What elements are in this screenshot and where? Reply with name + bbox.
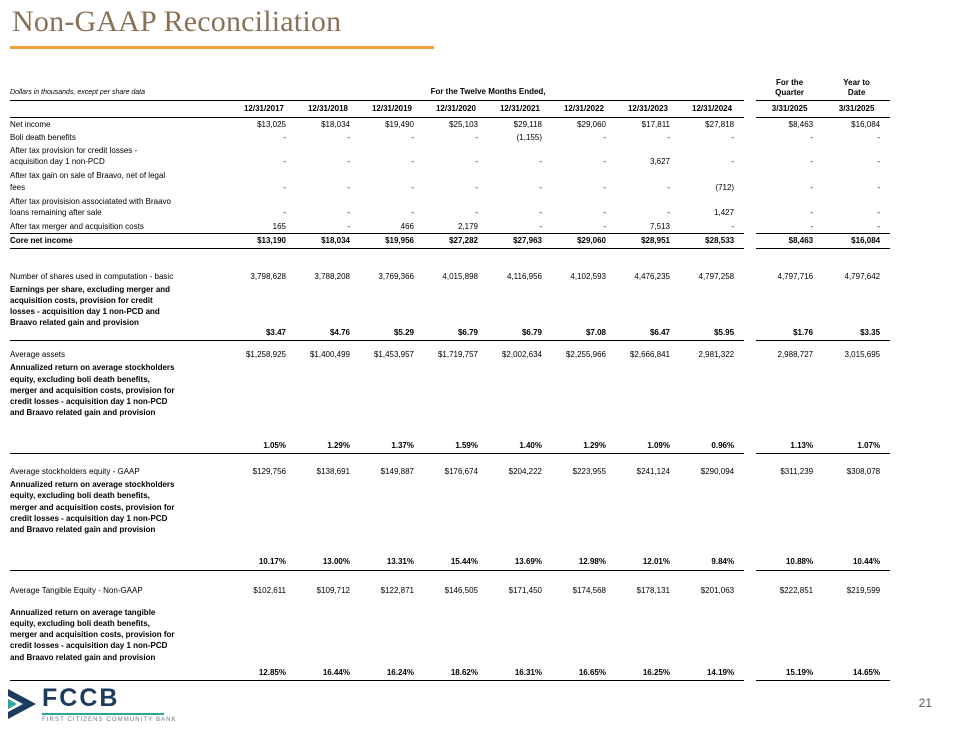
value-cell: $16,084 — [823, 234, 890, 248]
table-row — [10, 453, 890, 478]
column-gap — [744, 283, 756, 341]
value-cell: $1,258,925 — [245, 350, 286, 360]
column-gap — [744, 169, 756, 194]
value-cell: $28,533 — [680, 234, 744, 248]
logo-rule — [42, 713, 164, 715]
quarter-header-line1: For the — [776, 77, 804, 87]
value-cell: - — [488, 220, 552, 234]
column-header: 12/31/2024 — [680, 100, 744, 117]
value-cell: $129,756 — [252, 466, 286, 476]
value-cell: $17,811 — [641, 119, 670, 129]
value-cell: - — [667, 132, 670, 142]
value-cell: $13,025 — [257, 119, 286, 129]
row-label: Earnings per share, excluding merger and acquisition costs, provision for credit losses - acquisition day 1 non-PCD and Braavo related gain and provision — [10, 283, 232, 341]
column-gap — [744, 195, 756, 220]
value-cell: - — [667, 208, 670, 217]
logo-acronym: FCCB — [42, 684, 120, 712]
value-cell: $2,002,634 — [501, 350, 542, 360]
value-cell: 16.65% — [552, 597, 616, 681]
value-cell: - — [283, 208, 286, 217]
value-cell: $178,131 — [636, 585, 670, 595]
row-label: Average stockholders equity - GAAP — [10, 466, 140, 476]
value-cell: 1.09% — [616, 361, 680, 453]
value-cell: $174,568 — [572, 585, 606, 595]
column-header: 3/31/2025 — [756, 100, 823, 117]
column-gap — [744, 117, 756, 131]
value-cell: - — [756, 220, 823, 234]
value-cell: $1,400,499 — [309, 350, 350, 360]
value-cell: 4,102,593 — [570, 271, 606, 281]
value-cell: $29,060 — [552, 234, 616, 248]
value-cell: 2,988,727 — [777, 350, 814, 360]
value-cell: - — [731, 132, 735, 142]
value-cell: $19,956 — [360, 234, 424, 248]
value-cell: 12.98% — [552, 478, 616, 570]
value-cell: - — [877, 208, 881, 217]
table-row — [10, 478, 890, 570]
value-cell: $204,222 — [508, 466, 542, 476]
fccb-logo — [8, 686, 177, 723]
value-cell: 2,179 — [424, 220, 488, 234]
table-row — [10, 283, 890, 341]
value-cell: - — [810, 157, 814, 167]
units-note: Dollars in thousands, except per share data — [10, 68, 232, 100]
value-cell: 16.44% — [296, 597, 360, 681]
column-gap — [744, 341, 756, 362]
value-cell: $19,490 — [385, 119, 414, 129]
value-cell: - — [347, 182, 350, 192]
column-gap — [744, 234, 756, 248]
value-cell: $27,282 — [424, 234, 488, 248]
table-row — [10, 144, 890, 169]
value-cell: - — [877, 132, 881, 142]
value-cell: $6.79 — [488, 283, 552, 341]
table-row — [10, 169, 890, 194]
value-cell: - — [539, 157, 542, 167]
value-cell: $29,060 — [577, 119, 606, 129]
header-date-row — [10, 100, 890, 117]
column-header: 12/31/2023 — [616, 100, 680, 117]
value-cell: $176,674 — [444, 466, 478, 476]
value-cell: - — [475, 132, 478, 142]
row-label: Boli death benefits — [10, 132, 76, 142]
value-cell: 16.31% — [488, 597, 552, 681]
value-cell: 1.37% — [360, 361, 424, 453]
column-header: 12/31/2020 — [424, 100, 488, 117]
column-gap — [744, 478, 756, 570]
column-gap — [744, 453, 756, 478]
value-cell: $4.76 — [296, 283, 360, 341]
ytd-header-line1: Year to — [843, 77, 870, 87]
value-cell: $311,239 — [780, 466, 814, 476]
column-header: 3/31/2025 — [823, 100, 890, 117]
value-cell: - — [411, 132, 414, 142]
reconciliation-table — [10, 68, 890, 681]
value-cell: 0.96% — [680, 361, 744, 453]
value-cell: - — [539, 182, 542, 192]
table-row — [10, 248, 890, 283]
table-body — [10, 117, 890, 681]
column-gap — [744, 361, 756, 453]
value-cell: - — [347, 157, 350, 167]
value-cell: - — [680, 220, 744, 234]
value-cell: 1.13% — [756, 361, 823, 453]
value-cell: 165 — [232, 220, 296, 234]
value-cell: - — [603, 157, 606, 167]
value-cell: (712) — [715, 182, 735, 192]
value-cell: - — [603, 182, 606, 192]
value-cell: $5.29 — [360, 283, 424, 341]
table-row — [10, 341, 890, 362]
value-cell: - — [877, 182, 881, 192]
value-cell: - — [283, 132, 286, 142]
column-gap — [744, 144, 756, 169]
column-header: 12/31/2021 — [488, 100, 552, 117]
value-cell: $3.35 — [823, 283, 890, 341]
value-cell: - — [411, 182, 414, 192]
value-cell: 1.59% — [424, 361, 488, 453]
column-header: 12/31/2018 — [296, 100, 360, 117]
value-cell: $29,118 — [513, 119, 542, 129]
value-cell: $18,034 — [321, 119, 350, 129]
table-row — [10, 131, 890, 144]
value-cell: $27,963 — [488, 234, 552, 248]
row-label: Annualized return on average tangible equity, excluding boli death benefits, merger and acquisition costs, provision for credit losses - acquisition day 1 non-PCD and Braavo related gain and provision — [10, 597, 232, 681]
value-cell: 15.44% — [424, 478, 488, 570]
value-cell: $201,063 — [700, 585, 735, 595]
value-cell: 13.69% — [488, 478, 552, 570]
value-cell: 12.85% — [232, 597, 296, 681]
value-cell: $223,955 — [572, 466, 606, 476]
value-cell: - — [603, 132, 606, 142]
value-cell: 1,427 — [714, 208, 735, 217]
value-cell: 10.17% — [232, 478, 296, 570]
row-label: Number of shares used in computation - basic — [10, 271, 174, 281]
row-label: Annualized return on average stockholders equity, excluding boli death benefits, merger and acquisition costs, provision for credit losses - acquisition day 1 non-PCD and Braavo related gain and provision — [10, 361, 232, 453]
value-cell: - — [283, 157, 286, 167]
value-cell: $122,871 — [380, 585, 414, 595]
value-cell: 1.29% — [296, 361, 360, 453]
value-cell: 4,797,258 — [698, 271, 735, 281]
value-cell: - — [347, 132, 350, 142]
column-gap — [744, 570, 756, 597]
value-cell: - — [411, 157, 414, 167]
row-label: After tax gain on sale of Braavo, net of legal fees — [10, 171, 166, 192]
value-cell: 1.29% — [552, 361, 616, 453]
logo-name: FIRST CITIZENS COMMUNITY BANK — [42, 717, 177, 723]
value-cell: $3.47 — [232, 283, 296, 341]
value-cell: 9.84% — [680, 478, 744, 570]
quarter-header — [756, 68, 823, 100]
value-cell: $290,094 — [700, 466, 735, 476]
value-cell: - — [603, 208, 606, 217]
logo-text — [42, 686, 177, 723]
column-header: 12/31/2017 — [232, 100, 296, 117]
value-cell: 3,798,628 — [250, 271, 286, 281]
value-cell: - — [667, 182, 670, 192]
value-cell: - — [475, 208, 478, 217]
column-gap — [744, 248, 756, 283]
value-cell: - — [539, 208, 542, 217]
value-cell: 2,981,322 — [698, 350, 735, 360]
value-cell: $102,611 — [253, 585, 286, 595]
column-header: 12/31/2019 — [360, 100, 424, 117]
row-label: Annualized return on average stockholders equity, excluding boli death benefits, merger and acquisition costs, provision for credit losses - acquisition day 1 non-PCD and Braavo related gain and provision — [10, 478, 232, 570]
value-cell: $28,951 — [616, 234, 680, 248]
value-cell: 3,769,366 — [378, 271, 414, 281]
table-row — [10, 195, 890, 220]
value-cell: 4,015,898 — [442, 271, 478, 281]
value-cell: $308,078 — [846, 466, 881, 476]
row-label: After tax merger and acquisition costs — [10, 220, 232, 234]
value-cell: - — [877, 157, 881, 167]
value-cell: - — [810, 132, 814, 142]
row-label: Net income — [10, 119, 51, 129]
row-label: Average Tangible Equity - Non-GAAP — [10, 585, 143, 595]
value-cell: 15.19% — [756, 597, 823, 681]
value-cell: $6.47 — [616, 283, 680, 341]
value-cell: 4,116,956 — [507, 271, 542, 281]
value-cell: 10.88% — [756, 478, 823, 570]
value-cell: 16.25% — [616, 597, 680, 681]
value-cell: $1,453,957 — [373, 350, 414, 360]
value-cell: (1,155) — [516, 132, 542, 142]
value-cell: 4,797,716 — [777, 271, 814, 281]
column-gap — [744, 597, 756, 681]
value-cell: - — [283, 182, 286, 192]
table-row — [10, 361, 890, 453]
table-row — [10, 597, 890, 681]
value-cell: $25,103 — [449, 119, 478, 129]
title-accent-rule — [10, 46, 434, 49]
twelve-months-header: For the Twelve Months Ended, — [232, 68, 744, 100]
column-header: 12/31/2022 — [552, 100, 616, 117]
value-cell: - — [823, 220, 890, 234]
value-cell: $27,818 — [705, 119, 735, 129]
column-gap — [744, 68, 756, 100]
value-cell: 466 — [360, 220, 424, 234]
value-cell: - — [347, 208, 350, 217]
value-cell: - — [411, 208, 414, 217]
value-cell: 16.24% — [360, 597, 424, 681]
value-cell: $8,463 — [788, 119, 814, 129]
value-cell: $222,851 — [779, 585, 814, 595]
column-gap — [744, 220, 756, 234]
table-row — [10, 570, 890, 597]
value-cell: 3,015,695 — [844, 350, 881, 360]
value-cell: $146,505 — [444, 585, 478, 595]
value-cell: 7,513 — [616, 220, 680, 234]
quarter-header-line2: Quarter — [775, 87, 805, 97]
page-number: 21 — [918, 696, 932, 710]
value-cell: 1.40% — [488, 361, 552, 453]
row-label: After tax provisision associatated with Braavo loans remaining after sale — [10, 196, 171, 217]
table-row — [10, 234, 890, 248]
value-cell: - — [552, 220, 616, 234]
column-gap — [744, 131, 756, 144]
value-cell: $109,712 — [316, 585, 350, 595]
value-cell: 4,476,235 — [634, 271, 670, 281]
value-cell: 3,627 — [649, 157, 670, 167]
value-cell: $1,719,757 — [437, 350, 478, 360]
value-cell: 18.62% — [424, 597, 488, 681]
value-cell: 1.07% — [823, 361, 890, 453]
value-cell: 13.00% — [296, 478, 360, 570]
row-label: Average assets — [10, 350, 65, 360]
header-group-row — [10, 68, 890, 100]
value-cell: - — [475, 157, 478, 167]
value-cell: $1.76 — [756, 283, 823, 341]
value-cell: 14.19% — [680, 597, 744, 681]
value-cell: - — [296, 220, 360, 234]
value-cell: $16,084 — [851, 119, 881, 129]
value-cell: 12.01% — [616, 478, 680, 570]
value-cell: $241,124 — [636, 466, 670, 476]
value-cell: $8,463 — [756, 234, 823, 248]
value-cell: - — [731, 157, 735, 167]
table-row — [10, 220, 890, 234]
ytd-header — [823, 68, 890, 100]
value-cell: 3,788,208 — [314, 271, 350, 281]
row-label: Core net income — [10, 234, 232, 248]
value-cell: 10.44% — [823, 478, 890, 570]
value-cell: $219,599 — [846, 585, 881, 595]
value-cell: $5.95 — [680, 283, 744, 341]
corner-cell — [10, 100, 232, 117]
value-cell: $2,666,841 — [629, 350, 670, 360]
value-cell: $138,691 — [316, 466, 350, 476]
column-gap — [744, 100, 756, 117]
fccb-logo-mark — [8, 688, 38, 720]
value-cell: 14.65% — [823, 597, 890, 681]
value-cell: $6.79 — [424, 283, 488, 341]
value-cell: - — [810, 182, 814, 192]
slide-title: Non-GAAP Reconciliation — [12, 5, 342, 38]
value-cell: - — [810, 208, 814, 217]
value-cell: $13,190 — [232, 234, 296, 248]
value-cell: - — [475, 182, 478, 192]
table-row — [10, 117, 890, 131]
row-label: After tax provision for credit losses - acquisition day 1 non-PCD — [10, 146, 138, 167]
value-cell: $171,450 — [508, 585, 542, 595]
value-cell: 13.31% — [360, 478, 424, 570]
value-cell: $18,034 — [296, 234, 360, 248]
value-cell: 1.05% — [232, 361, 296, 453]
ytd-header-line2: Date — [847, 87, 866, 97]
value-cell: 4,797,642 — [844, 271, 881, 281]
value-cell: $7.08 — [552, 283, 616, 341]
value-cell: $149,887 — [380, 466, 414, 476]
value-cell: $2,255,966 — [565, 350, 606, 360]
